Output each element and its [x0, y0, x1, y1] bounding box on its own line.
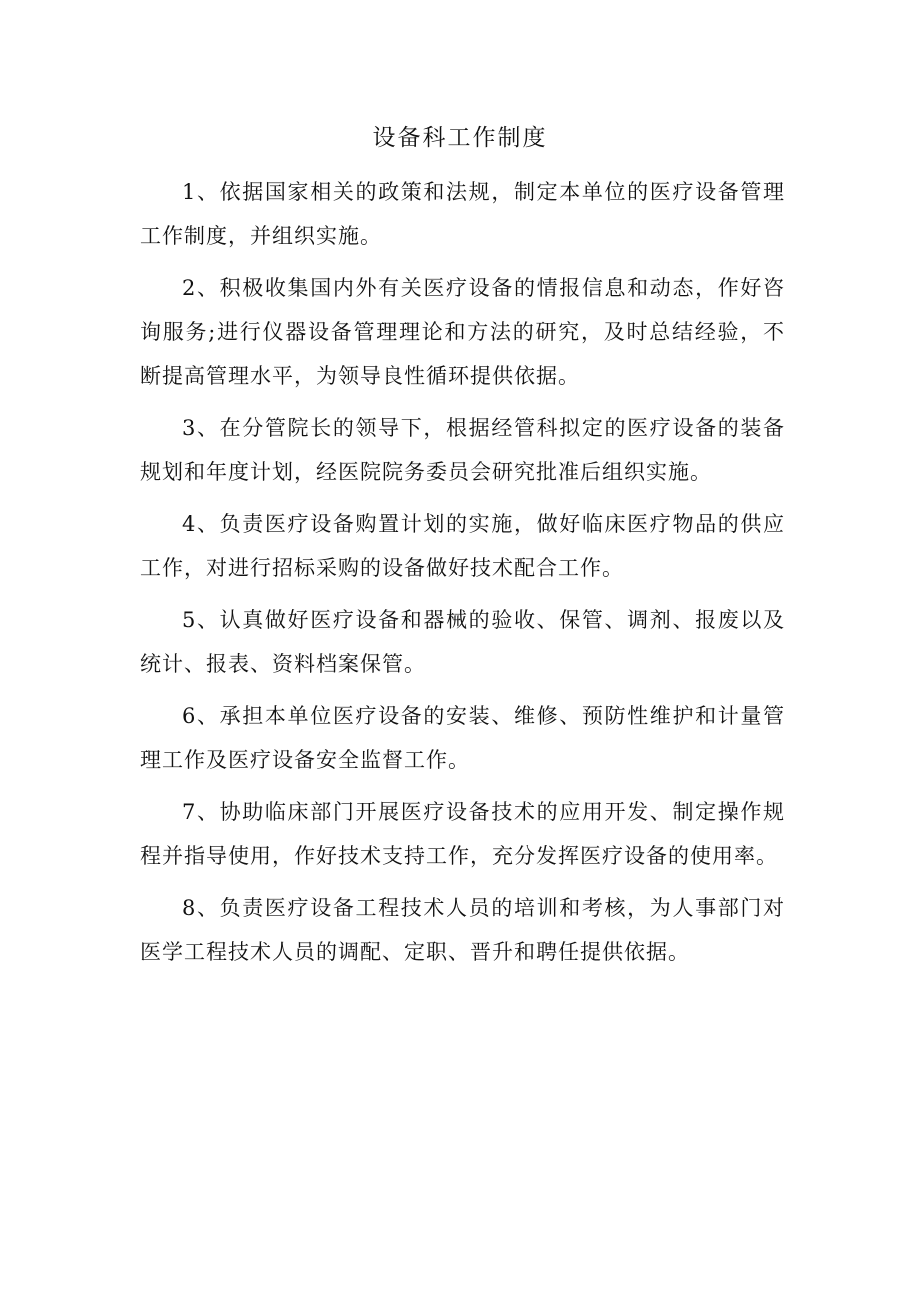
paragraph-8: 8、负责医疗设备工程技术人员的培训和考核，为人事部门对医学工程技术人员的调配、定职、晋升和聘任提供依据。 [140, 896, 785, 964]
paragraph-2: 2、积极收集国内外有关医疗设备的情报信息和动态，作好咨询服务;进行仪器设备管理理论和方法的研究，及时总结经验，不断提高管理水平，为领导良性循环提供依据。 [140, 276, 785, 388]
paragraph-1: 1、依据国家相关的政策和法规，制定本单位的医疗设备管理工作制度，并组织实施。 [140, 180, 785, 248]
document-title: 设备科工作制度 [372, 125, 548, 151]
document-body [140, 170, 785, 982]
paragraph-7: 7、协助临床部门开展医疗设备技术的应用开发、制定操作规程并指导使用，作好技术支持工作，充分发挥医疗设备的使用率。 [140, 800, 785, 868]
paragraph-4: 4、负责医疗设备购置计划的实施，做好临床医疗物品的供应工作，对进行招标采购的设备做好技术配合工作。 [140, 512, 785, 580]
paragraph-5: 5、认真做好医疗设备和器械的验收、保管、调剂、报废以及统计、报表、资料档案保管。 [140, 608, 785, 676]
paragraph-3: 3、在分管院长的领导下，根据经管科拟定的医疗设备的装备规划和年度计划，经医院院务委员会研究批准后组织实施。 [140, 416, 785, 484]
paragraph-6: 6、承担本单位医疗设备的安装、维修、预防性维护和计量管理工作及医疗设备安全监督工作。 [140, 704, 785, 772]
